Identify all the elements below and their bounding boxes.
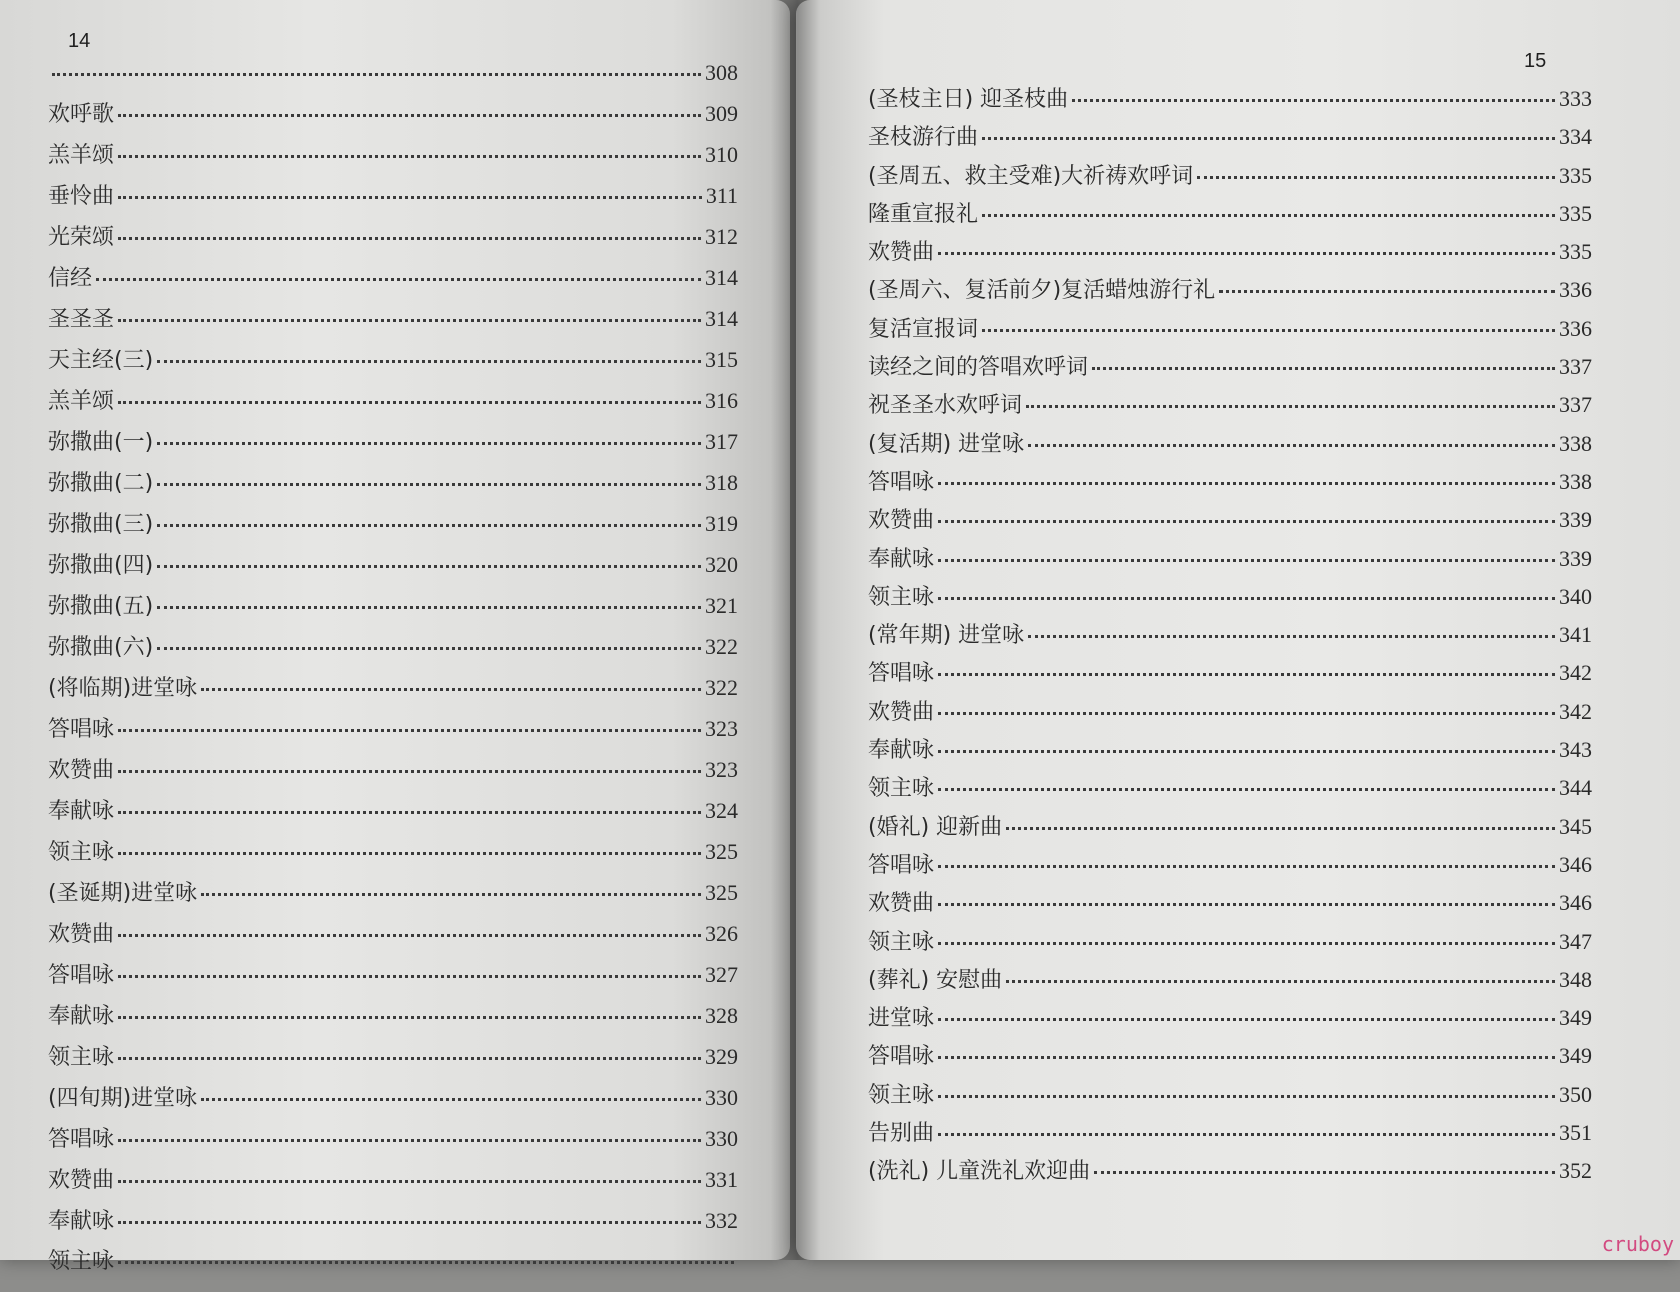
toc-entry-title: (圣周五、救主受难)大祈祷欢呼词 xyxy=(868,163,1194,189)
toc-entry-page: 344 xyxy=(1559,775,1592,801)
toc-entry-title: 隆重宣报礼 xyxy=(868,201,979,227)
dot-leader xyxy=(118,1057,701,1060)
toc-entry xyxy=(868,698,1592,739)
left-page xyxy=(0,0,790,1274)
toc-entry-page: 336 xyxy=(1559,277,1592,303)
toc-entry-page: 310 xyxy=(705,142,738,167)
toc-entry-title: 欢赞曲 xyxy=(48,758,115,783)
toc-entry xyxy=(48,718,738,759)
toc-entry xyxy=(48,1210,738,1251)
toc-entry-page: 339 xyxy=(1559,545,1592,571)
dot-leader xyxy=(118,1261,734,1264)
toc-entry-page: 335 xyxy=(1559,239,1592,265)
toc-entry-page: 342 xyxy=(1559,698,1592,724)
dot-leader xyxy=(1028,444,1555,447)
toc-entry-page: 337 xyxy=(1559,354,1592,380)
toc-entry xyxy=(868,1122,1592,1160)
watermark: cruboy xyxy=(1601,1232,1674,1256)
toc-entry-title: 欢呼歌 xyxy=(48,102,115,127)
dot-leader xyxy=(157,565,701,568)
toc-entry xyxy=(868,509,1592,547)
toc-entry xyxy=(48,144,738,185)
toc-entry-page: 326 xyxy=(705,921,738,946)
toc-entry xyxy=(868,739,1592,777)
toc-entry-title: 答唱咏 xyxy=(868,661,935,687)
toc-entry-title: 领主咏 xyxy=(868,584,935,610)
toc-entry-title: (圣枝主日) 迎圣枝曲 xyxy=(868,87,1069,112)
toc-entry-page: 332 xyxy=(705,1208,738,1233)
toc-entry xyxy=(48,185,738,226)
toc-entry-page: 314 xyxy=(705,265,738,290)
dot-leader xyxy=(118,237,701,240)
toc-entry-title: 祝圣圣水欢呼词 xyxy=(868,393,1023,419)
toc-entry-title: 欢赞曲 xyxy=(868,240,935,266)
toc-entry-page: 316 xyxy=(705,388,738,413)
toc-entry xyxy=(48,390,738,431)
right-page-number: 15 xyxy=(1524,50,1547,72)
toc-entry-title: 欢赞曲 xyxy=(48,922,115,947)
toc-entry xyxy=(48,431,738,472)
toc-entry-title: 奉献咏 xyxy=(868,738,935,764)
toc-entry-page: 333 xyxy=(1559,86,1592,111)
dot-leader xyxy=(938,788,1555,791)
toc-entry-title: 欢赞曲 xyxy=(868,699,935,725)
toc-entry-title: 弥撒曲(一) xyxy=(48,430,154,455)
dot-leader xyxy=(938,1018,1555,1021)
toc-entry-title: 羔羊颂 xyxy=(48,143,115,168)
dot-leader xyxy=(1026,405,1555,408)
toc-entry-title: 复活宣报词 xyxy=(868,316,979,342)
toc-entry xyxy=(48,595,738,636)
toc-entry xyxy=(48,1046,738,1087)
toc-entry-page: 336 xyxy=(1559,315,1592,341)
toc-entry xyxy=(48,759,738,800)
toc-entry-page: 315 xyxy=(705,347,738,372)
toc-entry xyxy=(48,472,738,513)
dot-leader xyxy=(982,214,1555,217)
dot-leader xyxy=(118,1180,701,1183)
toc-entry-title: 领主咏 xyxy=(868,776,935,802)
toc-entry xyxy=(868,545,1592,586)
toc-entry xyxy=(48,513,738,554)
toc-entry-page: 318 xyxy=(705,470,738,495)
toc-entry xyxy=(868,662,1592,700)
toc-entry-page: 330 xyxy=(705,1085,738,1110)
dot-leader xyxy=(118,114,701,117)
toc-entry-title: (婚礼) 迎新曲 xyxy=(868,814,1003,840)
dot-leader xyxy=(118,1221,701,1224)
dot-leader xyxy=(938,903,1555,906)
dot-leader xyxy=(938,597,1555,600)
toc-entry xyxy=(868,356,1592,394)
toc-entry xyxy=(868,892,1592,930)
toc-entry-title: (洗礼) 儿童洗礼欢迎曲 xyxy=(868,1159,1091,1185)
dot-leader xyxy=(1219,290,1555,293)
toc-entry-title: (圣周六、复活前夕)复活蜡烛游行礼 xyxy=(868,278,1216,304)
toc-entry xyxy=(48,308,738,349)
right-toc-list xyxy=(868,88,1592,1199)
dot-leader xyxy=(1028,635,1555,638)
toc-entry-page: 314 xyxy=(705,306,738,331)
toc-entry xyxy=(868,162,1592,203)
toc-entry-page: 335 xyxy=(1559,200,1592,226)
dot-leader xyxy=(938,482,1555,485)
toc-entry-title: 弥撒曲(五) xyxy=(48,594,154,619)
toc-entry xyxy=(868,1081,1592,1122)
toc-entry-title: 光荣颂 xyxy=(48,225,115,250)
toc-entry xyxy=(868,394,1592,432)
toc-entry-title: 领主咏 xyxy=(48,1045,115,1070)
toc-entry-title: 圣圣圣 xyxy=(48,307,115,332)
toc-entry xyxy=(48,923,738,964)
dot-leader xyxy=(1006,980,1555,983)
dot-leader xyxy=(938,750,1555,753)
toc-entry xyxy=(868,430,1592,471)
dot-leader xyxy=(118,319,701,322)
toc-entry-title: 答唱咏 xyxy=(868,852,935,878)
toc-entry-title: 答唱咏 xyxy=(868,1044,935,1070)
toc-entry xyxy=(868,624,1592,662)
toc-entry-page: 340 xyxy=(1559,583,1592,609)
dot-leader xyxy=(938,1133,1555,1136)
toc-entry-title: 答唱咏 xyxy=(48,1127,115,1152)
toc-entry-title: 欢赞曲 xyxy=(868,508,935,534)
dot-leader xyxy=(201,893,701,896)
toc-entry-title: 领主咏 xyxy=(48,840,115,865)
toc-entry-title: 奉献咏 xyxy=(48,1209,115,1234)
toc-entry-title: (四旬期)进堂咏 xyxy=(48,1086,198,1111)
toc-entry-title: 弥撒曲(二) xyxy=(48,471,154,496)
dot-leader xyxy=(1072,99,1555,102)
dot-leader xyxy=(118,811,701,814)
toc-entry-page: 309 xyxy=(705,101,738,126)
dot-leader xyxy=(938,673,1555,676)
toc-entry-page: 338 xyxy=(1559,468,1592,494)
toc-entry xyxy=(48,267,738,308)
dot-leader xyxy=(938,1056,1555,1059)
dot-leader xyxy=(96,278,701,281)
toc-entry xyxy=(868,126,1592,164)
toc-entry xyxy=(868,777,1592,815)
toc-entry xyxy=(868,851,1592,892)
toc-entry xyxy=(868,279,1592,317)
dot-leader xyxy=(982,329,1555,332)
toc-entry-page: 324 xyxy=(705,798,738,823)
toc-entry-title: 读经之间的答唱欢呼词 xyxy=(868,355,1089,381)
toc-entry-page: 320 xyxy=(705,552,738,577)
toc-entry-page: 331 xyxy=(705,1167,738,1192)
dot-leader xyxy=(1092,367,1555,370)
toc-entry xyxy=(48,1251,738,1292)
toc-entry-title: (葬礼) 安慰曲 xyxy=(868,967,1003,993)
dot-leader xyxy=(157,606,701,609)
dot-leader xyxy=(157,524,701,527)
dot-leader xyxy=(118,401,701,404)
toc-entry-page: 322 xyxy=(705,634,738,659)
toc-entry-title: (复活期) 进堂咏 xyxy=(868,431,1025,457)
toc-entry xyxy=(48,841,738,882)
toc-entry-title: 答唱咏 xyxy=(48,717,115,742)
toc-entry-page: 335 xyxy=(1559,162,1592,188)
dot-leader xyxy=(1197,176,1555,179)
toc-entry-title: 天主经(三) xyxy=(48,348,154,373)
toc-entry-page: 349 xyxy=(1559,1043,1592,1069)
toc-entry xyxy=(868,241,1592,279)
toc-entry-page: 334 xyxy=(1559,124,1592,150)
toc-entry xyxy=(868,1045,1592,1083)
dot-leader xyxy=(938,712,1555,715)
toc-entry xyxy=(868,1007,1592,1045)
toc-entry-title: 告别曲 xyxy=(868,1121,935,1147)
dot-leader xyxy=(118,729,701,732)
dot-leader xyxy=(157,483,701,486)
dot-leader xyxy=(938,252,1555,255)
toc-entry-page: 321 xyxy=(705,593,738,618)
toc-entry xyxy=(48,103,738,144)
toc-entry-title: (将临期)进堂咏 xyxy=(48,676,198,701)
toc-entry-page: 345 xyxy=(1559,813,1592,839)
toc-entry-page: 325 xyxy=(705,839,738,864)
toc-entry-title: 答唱咏 xyxy=(48,963,115,988)
toc-entry xyxy=(48,554,738,595)
toc-entry-title: 垂怜曲 xyxy=(48,184,115,209)
toc-entry xyxy=(868,468,1592,509)
left-toc-list xyxy=(48,62,738,1292)
toc-entry-page: 317 xyxy=(705,429,738,454)
toc-entry-page: 327 xyxy=(705,962,738,987)
toc-entry xyxy=(868,813,1592,854)
dot-leader xyxy=(118,1016,701,1019)
dot-leader xyxy=(1094,1171,1555,1174)
toc-entry-page: 312 xyxy=(705,224,738,249)
toc-entry-title: 领主咏 xyxy=(868,1082,935,1108)
toc-entry-page: 339 xyxy=(1559,507,1592,533)
dot-leader xyxy=(938,559,1555,562)
dot-leader xyxy=(118,934,701,937)
toc-entry-page: 346 xyxy=(1559,851,1592,877)
toc-entry-page: 323 xyxy=(705,757,738,782)
dot-leader xyxy=(938,942,1555,945)
toc-entry xyxy=(868,928,1592,969)
dot-leader xyxy=(1006,827,1555,830)
toc-entry-page: 328 xyxy=(705,1003,738,1028)
toc-entry-page: 322 xyxy=(705,675,738,700)
dot-leader xyxy=(938,520,1555,523)
toc-entry-page: 337 xyxy=(1559,392,1592,418)
dot-leader xyxy=(118,196,702,199)
toc-entry-title: 羔羊颂 xyxy=(48,389,115,414)
dot-leader xyxy=(157,442,701,445)
toc-entry xyxy=(48,677,738,718)
toc-entry-page: 329 xyxy=(705,1044,738,1069)
left-page-number: 14 xyxy=(68,30,91,52)
toc-entry xyxy=(868,88,1592,126)
toc-entry-title: 弥撒曲(六) xyxy=(48,635,154,660)
toc-entry xyxy=(48,1169,738,1210)
dot-leader xyxy=(118,852,701,855)
toc-entry-title: 领主咏 xyxy=(868,929,935,955)
dot-leader xyxy=(201,1098,701,1101)
toc-entry-title: 进堂咏 xyxy=(868,1006,935,1032)
dot-leader xyxy=(157,360,701,363)
toc-entry xyxy=(868,200,1592,241)
toc-entry-page: 341 xyxy=(1559,622,1592,648)
toc-entry-page: 311 xyxy=(705,183,738,208)
toc-entry-title: 欢赞曲 xyxy=(868,891,935,917)
dot-leader xyxy=(118,155,701,158)
dot-leader xyxy=(118,770,701,773)
toc-entry xyxy=(48,1087,738,1128)
toc-entry-page: 308 xyxy=(705,60,738,85)
toc-entry xyxy=(868,966,1592,1007)
toc-entry-title: 奉献咏 xyxy=(868,546,935,572)
dot-leader xyxy=(52,73,701,76)
toc-entry-page: 348 xyxy=(1559,966,1592,992)
toc-entry xyxy=(868,1160,1592,1198)
toc-entry-title: 圣枝游行曲 xyxy=(868,125,979,151)
toc-entry xyxy=(48,226,738,267)
dot-leader xyxy=(938,1095,1555,1098)
dot-leader xyxy=(118,1139,701,1142)
toc-entry xyxy=(48,636,738,677)
toc-entry-title: 奉献咏 xyxy=(48,799,115,824)
toc-entry xyxy=(868,315,1592,356)
toc-entry-page: 352 xyxy=(1559,1158,1592,1184)
toc-entry-page: 319 xyxy=(705,511,738,536)
toc-entry-title: (圣诞期)进堂咏 xyxy=(48,881,198,906)
toc-entry xyxy=(48,349,738,390)
toc-entry xyxy=(48,800,738,841)
dot-leader xyxy=(157,647,701,650)
toc-entry-page: 342 xyxy=(1559,660,1592,686)
toc-entry-page: 323 xyxy=(705,716,738,741)
toc-entry-title: 弥撒曲(四) xyxy=(48,553,154,578)
toc-entry-page: 351 xyxy=(1559,1120,1592,1146)
toc-entry-page: 350 xyxy=(1559,1081,1592,1107)
dot-leader xyxy=(118,975,701,978)
toc-entry xyxy=(48,62,738,103)
toc-entry xyxy=(48,882,738,923)
toc-entry-title: 弥撒曲(三) xyxy=(48,512,154,537)
toc-entry-page: 346 xyxy=(1559,890,1592,916)
toc-entry-page: 347 xyxy=(1559,928,1592,954)
toc-entry-title: 信经 xyxy=(48,266,93,291)
toc-entry-page: 343 xyxy=(1559,737,1592,763)
toc-entry-title: 欢赞曲 xyxy=(48,1168,115,1193)
toc-entry-page: 338 xyxy=(1559,430,1592,456)
toc-entry-page: 325 xyxy=(705,880,738,905)
dot-leader xyxy=(982,137,1555,140)
toc-entry xyxy=(48,1128,738,1169)
toc-entry xyxy=(868,583,1592,624)
toc-entry-page: 349 xyxy=(1559,1005,1592,1031)
toc-entry-title: 答唱咏 xyxy=(868,469,935,495)
dot-leader xyxy=(201,688,701,691)
toc-entry-page: 330 xyxy=(705,1126,738,1151)
toc-entry-title: 奉献咏 xyxy=(48,1004,115,1029)
toc-entry-title: (常年期) 进堂咏 xyxy=(868,623,1025,649)
toc-entry-title: 领主咏 xyxy=(48,1249,115,1274)
toc-entry xyxy=(48,1005,738,1046)
dot-leader xyxy=(938,865,1555,868)
toc-entry xyxy=(48,964,738,1005)
